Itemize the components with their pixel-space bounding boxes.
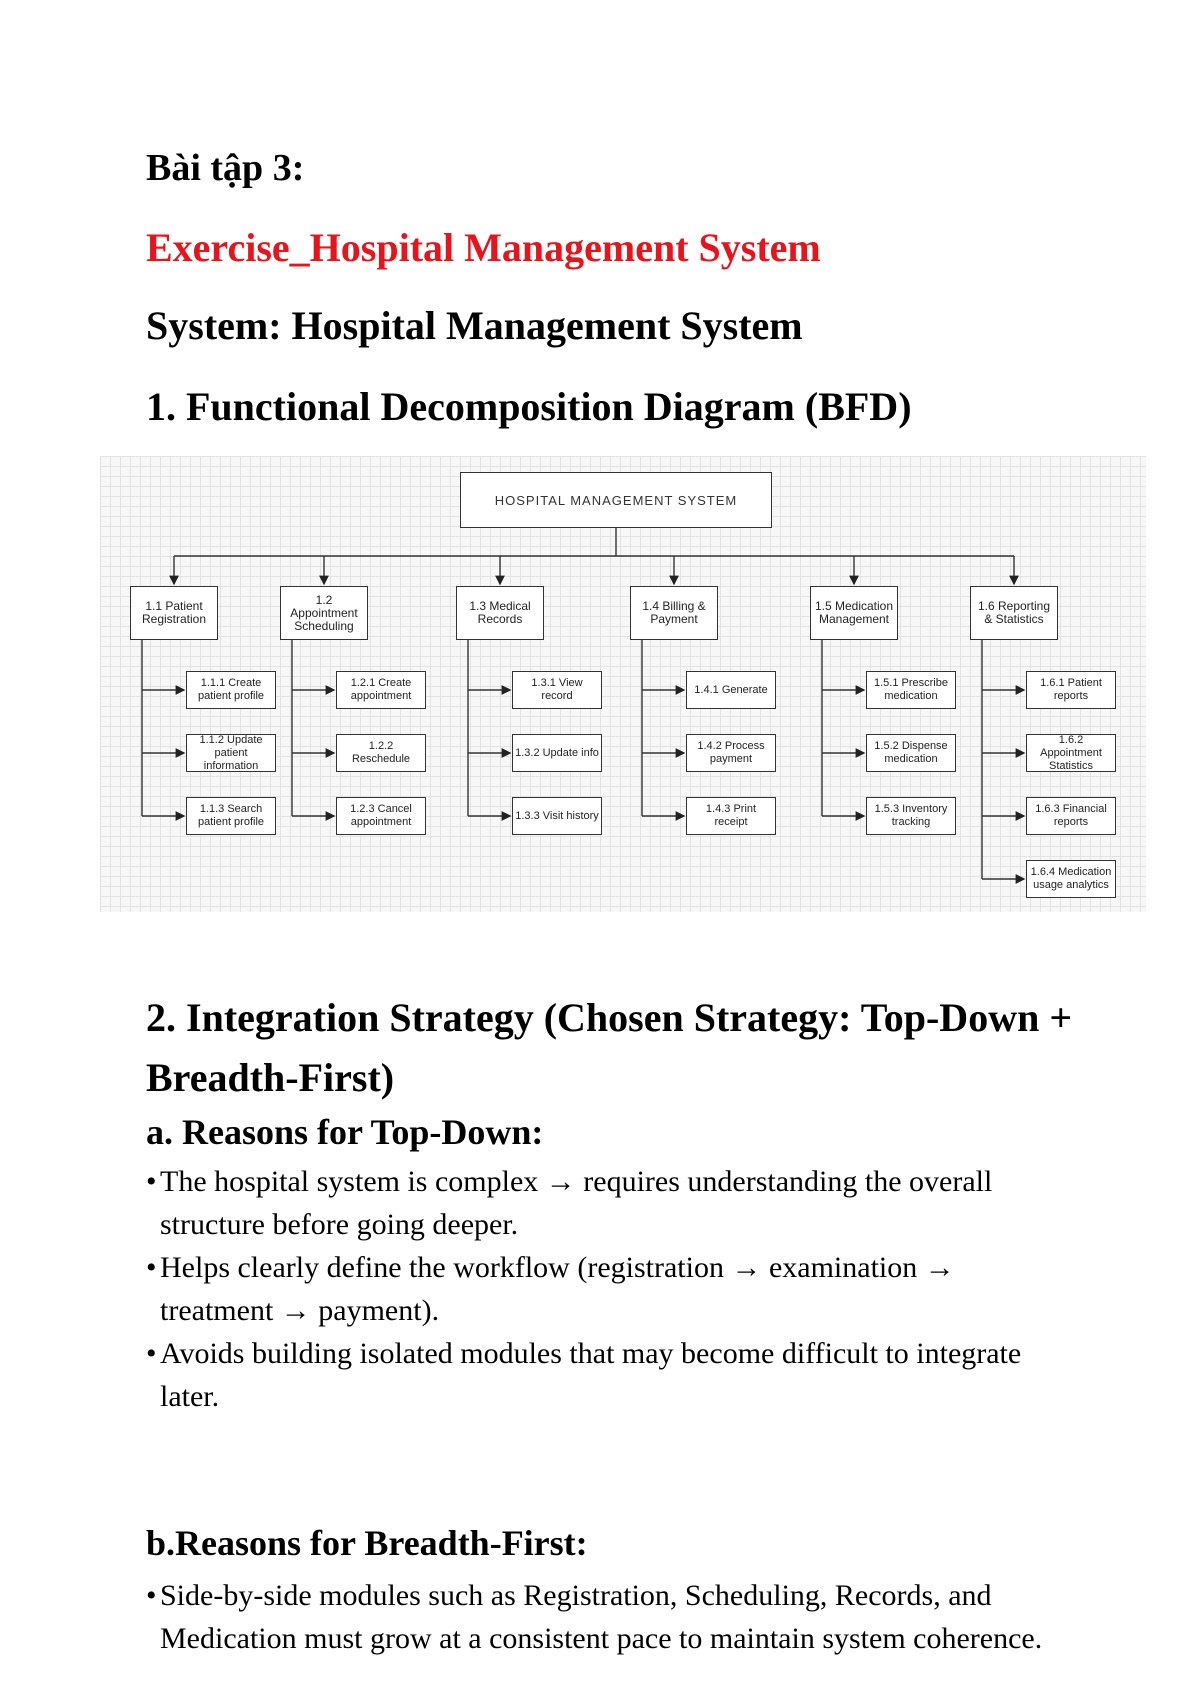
function-node: 1.3.3 Visit history <box>512 797 602 835</box>
function-node: 1.5.3 Inventory tracking <box>866 797 956 835</box>
module-node: 1.1 Patient Registration <box>130 586 218 640</box>
function-node: 1.2.1 Create appointment <box>336 671 426 709</box>
exercise-subtitle: Exercise_Hospital Management System <box>146 225 821 270</box>
function-node: 1.5.1 Prescribe medication <box>866 671 956 709</box>
top-down-reasons-heading: a. Reasons for Top-Down: <box>146 1112 544 1152</box>
bfd-diagram <box>100 456 1146 912</box>
module-node: 1.2 Appointment Scheduling <box>280 586 368 640</box>
function-node: 1.6.2 Appointment Statistics <box>1026 734 1116 772</box>
function-node: 1.1.1 Create patient profile <box>186 671 276 709</box>
function-node: 1.6.1 Patient reports <box>1026 671 1116 709</box>
bullet-icon: • <box>146 1579 157 1612</box>
bullet-icon: • <box>146 1251 157 1284</box>
breadth-first-reasons-heading: b.Reasons for Breadth-First: <box>146 1523 588 1563</box>
list-item: • Avoids building isolated modules that may become difficult to integrate later. <box>146 1332 1046 1418</box>
bullet-icon: • <box>146 1165 157 1198</box>
function-node: 1.4.3 Print receipt <box>686 797 776 835</box>
function-node: 1.6.4 Medication usage analytics <box>1026 860 1116 898</box>
diagram-root-node: HOSPITAL MANAGEMENT SYSTEM <box>460 472 772 528</box>
function-node: 1.2.3 Cancel appointment <box>336 797 426 835</box>
function-node: 1.1.2 Update patient information <box>186 734 276 772</box>
module-node: 1.5 Medication Management <box>810 586 898 640</box>
function-node: 1.6.3 Financial reports <box>1026 797 1116 835</box>
module-node: 1.3 Medical Records <box>456 586 544 640</box>
page-title: Bài tập 3: <box>146 147 305 189</box>
system-name-heading: System: Hospital Management System <box>146 303 803 348</box>
function-node: 1.2.2 Reschedule <box>336 734 426 772</box>
breadth-first-reasons-list <box>146 1574 1046 1660</box>
function-node: 1.3.2 Update info <box>512 734 602 772</box>
module-node: 1.6 Reporting & Statistics <box>970 586 1058 640</box>
section-1-heading: 1. Functional Decomposition Diagram (BFD) <box>146 384 912 429</box>
function-node: 1.1.3 Search patient profile <box>186 797 276 835</box>
function-node: 1.5.2 Dispense medication <box>866 734 956 772</box>
top-down-reasons-list <box>146 1160 1046 1418</box>
list-item: • The hospital system is complex → requires understanding the overall structure before going deeper. <box>146 1160 1046 1246</box>
section-2-heading: 2. Integration Strategy (Chosen Strategy: Top-Down + Breadth-First) <box>146 995 1073 1100</box>
function-node: 1.3.1 View record <box>512 671 602 709</box>
function-node: 1.4.2 Process payment <box>686 734 776 772</box>
bullet-icon: • <box>146 1337 157 1370</box>
function-node: 1.4.1 Generate <box>686 671 776 709</box>
list-item: • Helps clearly define the workflow (registration → examination → treatment → payment). <box>146 1246 1046 1332</box>
list-item: • Side-by-side modules such as Registration, Scheduling, Records, and Medication must grow at a consistent pace to maintain system coherence. <box>146 1574 1046 1660</box>
module-node: 1.4 Billing & Payment <box>630 586 718 640</box>
